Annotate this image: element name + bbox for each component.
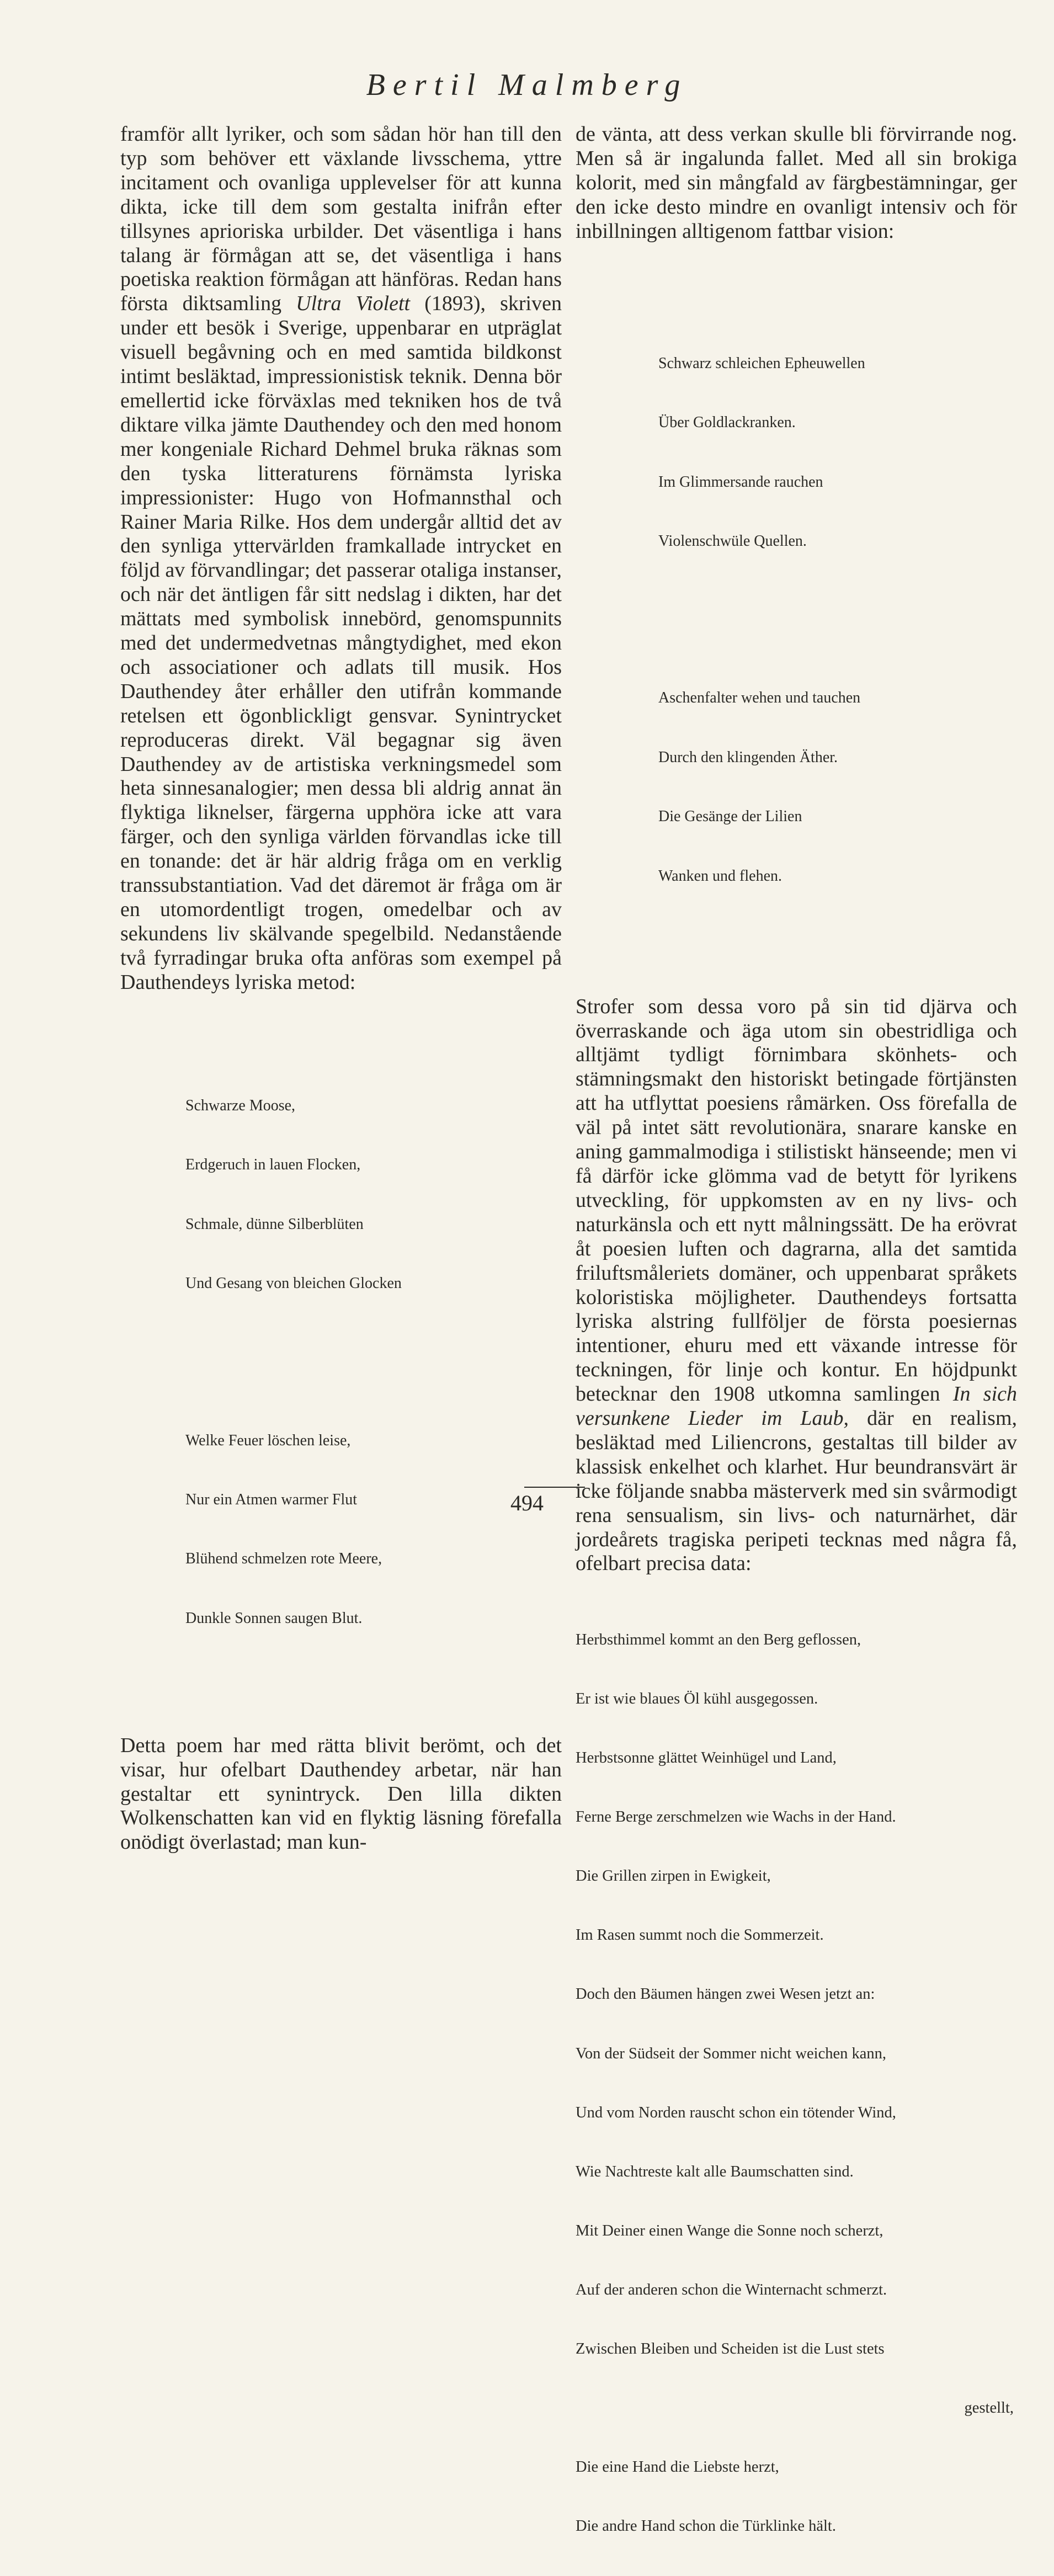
poem-line: Im Rasen summt noch die Sommerzeit. xyxy=(576,1926,824,1944)
poem-line: Die andre Hand schon die Türklinke hält. xyxy=(576,2518,836,2535)
poem-line: Und Gesang von bleichen Glocken xyxy=(185,1274,402,1292)
poem-line: Ferne Berge zerschmelzen wie Wachs in der Hand. xyxy=(576,1808,896,1826)
right-column xyxy=(576,123,1017,2576)
left-paragraph-1-text-a: framför allt lyriker, och som sådan hör han till den typ som behöver ett växlande livsschema, yttre incitament och ovanliga upplevelser för att kunna dikta, icke till dem som gestalta inifrån efter tillsynes aprioriska urbilder. Det väsentliga i hans talang är förmågan att se, det väsentliga i hans poetiska reaktion förmågan att hänföras. Redan hans första diktsamling xyxy=(120,123,562,316)
poem-line: Mit Deiner einen Wange die Sonne noch scherzt, xyxy=(576,2222,883,2239)
poem-line: Durch den klingenden Äther. xyxy=(658,748,838,766)
poem-line: Schwarz schleichen Epheuwellen xyxy=(658,354,865,372)
left-paragraph-1 xyxy=(120,123,562,995)
poem-line-runover: gestellt, xyxy=(964,2399,1014,2417)
poem-herbsthimmel xyxy=(576,1590,1017,2575)
poem-stanza-2 xyxy=(185,1391,562,1668)
poem-stanza-1 xyxy=(185,1056,562,1333)
poem-line: Über Goldlackranken. xyxy=(658,414,796,432)
book-title-ultra-violett: Ultra Violett xyxy=(296,292,411,316)
left-paragraph-2: Detta poem har med rätta blivit berömt, och det visar, hur ofelbart Dauthendey arbetar, när han gestaltar ett synintryck. Den lilla dikten Wolkenschatten kan vid en flyktig läsning förefalla onödigt överlastad; man kun- xyxy=(120,1733,562,1854)
page-number: 494 xyxy=(510,1491,544,1515)
poem-line: Doch den Bäumen hängen zwei Wesen jetzt an: xyxy=(576,1986,875,2003)
book-title-in-sich-versunkene: In sich versunkene Lieder im Laub, xyxy=(576,1382,1017,1430)
poem-stanza-2 xyxy=(658,649,1017,925)
poem-line: Zwischen Bleiben und Scheiden ist die Lust stets xyxy=(576,2340,885,2358)
running-header: Bertil Malmberg xyxy=(366,68,688,102)
right-paragraph-1: de vänta, att dess verkan skulle bli förvirrande nog. Men så är ingalunda fallet. Med all sin brokiga kolorit, med sin mångfald av färgbestämningar, ger den icke desto mindre en ovanligt intensiv och för inbillningen alltigenom fattbar vision: xyxy=(576,123,1017,243)
poem-line: Die Gesänge der Lilien xyxy=(658,808,802,826)
poem-line: Schwarze Moose, xyxy=(185,1097,296,1114)
right-paragraph-2-text-b: där en realism, besläktad med Liliencrons, gestaltas till bilder av klassisk enkelhet och klarhet. Hur beundransvärt är icke följande snabba mästerverk med sin svårmodigt rena sensualism, sin livs- och naturnärhet, där jordeårets tragiska peripeti tecknas med några få, ofelbart precisa data: xyxy=(576,1407,1017,1576)
left-paragraph-1-text-b: (1893), skriven under ett besök i Sverige, uppenbarar en utpräglat visuell begåvning och en med samtida bildkonst intimt besläktad, impressionistisk teknik. Denna bör emellertid icke förväxlas med tekniken hos de två diktare vilka jämte Dauthendey och den med honom mer kongeniale Richard Dehmel bruka räknas som den tyska litteraturens förnämsta lyriska impressionister: Hugo von Hofmannsthal och Rainer Maria Rilke. Hos dem undergår alltid det av den synliga yttervärlden framkallade intrycket en följd av förvandlingar; det passerar otaliga instanser, och när det äntligen får sitt nedslag i dikten, har det mättats med symbolisk innebörd, genomspunnits med det undermedvetnas mångtydighet, med ekon och associationer och adlats till musik. Hos Dauthendey åter erhåller den utifrån kommande retelsen ett ögonblickligt gensvar. Synintrycket reproduceras direkt. Väl begagnar sig även Dauthendey av de artistiska verkningsmedel som heta sinnesanalogier; men dessa bli aldrig annat än flyktiga liknelser, färgerna upphöra icke att vara färger, och den synliga världen förvandlas icke till en tonande: det är här aldrig fråga om en verklig transsubstantiation. Vad det däremot är fråga om är en utomordentligt trogen, omedelbar och av sekundens liv skälvande spegelbild. Nedanstående två fyrradingar bruka ofta anföras som exempel på Dauthendeys lyriska metod: xyxy=(120,292,562,994)
poem-stanza-1 xyxy=(658,314,1017,590)
poem-line: Herbsthimmel kommt an den Berg geflossen, xyxy=(576,1631,861,1648)
right-paragraph-2-text-a: Strofer som dessa voro på sin tid djärva och överraskande och äga utom sin obestridliga och alltjämt tydligt förnimbara skönhets- och stämningsmakt den historiskt betingade förtjänsten att ha utflyttat poesiens råmärken. Oss förefalla de väl på intet sätt revolutionära, snarare kanske en aning gammalmodiga i stilistiskt hänseende; men vi få därför icke glömma vad de betytt för lyrikens utveckling, för uppkomsten av en ny livs- och naturkänsla och ett nytt målningssätt. De ha erövrat åt poesien luften och dagrarna, alla det samtida friluftsmåleriets domäner, och uppenbarat språkets koloristiska möjligheter. Dauthendeys fortsatta lyriska alstring fullföljer de första poesiernas intentioner, ehuru med ett växande intresse för teckningen, för linje och kontur. En höjdpunkt betecknar den 1908 utkomna samlingen xyxy=(576,994,1017,1406)
poem-line: Aschenfalter wehen und tauchen xyxy=(658,689,861,707)
poem-line: Schmale, dünne Silberblüten xyxy=(185,1215,364,1233)
poem-line: Er ist wie blaues Öl kühl ausgegossen. xyxy=(576,1690,818,1707)
poem-line: Die eine Hand die Liebste herzt, xyxy=(576,2458,779,2476)
poem-line: Erdgeruch in lauen Flocken, xyxy=(185,1156,361,1174)
page-number-rule xyxy=(524,1487,585,1488)
poem-line: Und vom Norden rauscht schon ein tötender Wind, xyxy=(576,2104,896,2121)
poem-schwarze-moose xyxy=(185,1017,562,1707)
poem-line: Herbstsonne glättet Weinhügel und Land, xyxy=(576,1749,837,1766)
left-column xyxy=(120,123,562,1855)
poem-line: Violenschwüle Quellen. xyxy=(658,532,807,550)
poem-line: Blühend schmelzen rote Meere, xyxy=(185,1550,382,1568)
poem-line: Nur ein Atmen warmer Flut xyxy=(185,1491,358,1508)
poem-line: Wanken und flehen. xyxy=(658,867,782,885)
poem-line: Dunkle Sonnen saugen Blut. xyxy=(185,1609,363,1627)
poem-wolkenschatten xyxy=(658,275,1017,965)
poem-line: Auf der anderen schon die Winternacht schmerzt. xyxy=(576,2281,887,2298)
poem-line: Die Grillen zirpen in Ewigkeit, xyxy=(576,1867,771,1885)
poem-line: Von der Südseit der Sommer nicht weichen kann, xyxy=(576,2045,887,2062)
poem-line: Im Glimmersande rauchen xyxy=(658,473,823,491)
poem-line: Wie Nachtreste kalt alle Baumschatten sind. xyxy=(576,2163,854,2180)
right-paragraph-2 xyxy=(576,995,1017,1577)
poem-line: Welke Feuer löschen leise, xyxy=(185,1431,351,1449)
